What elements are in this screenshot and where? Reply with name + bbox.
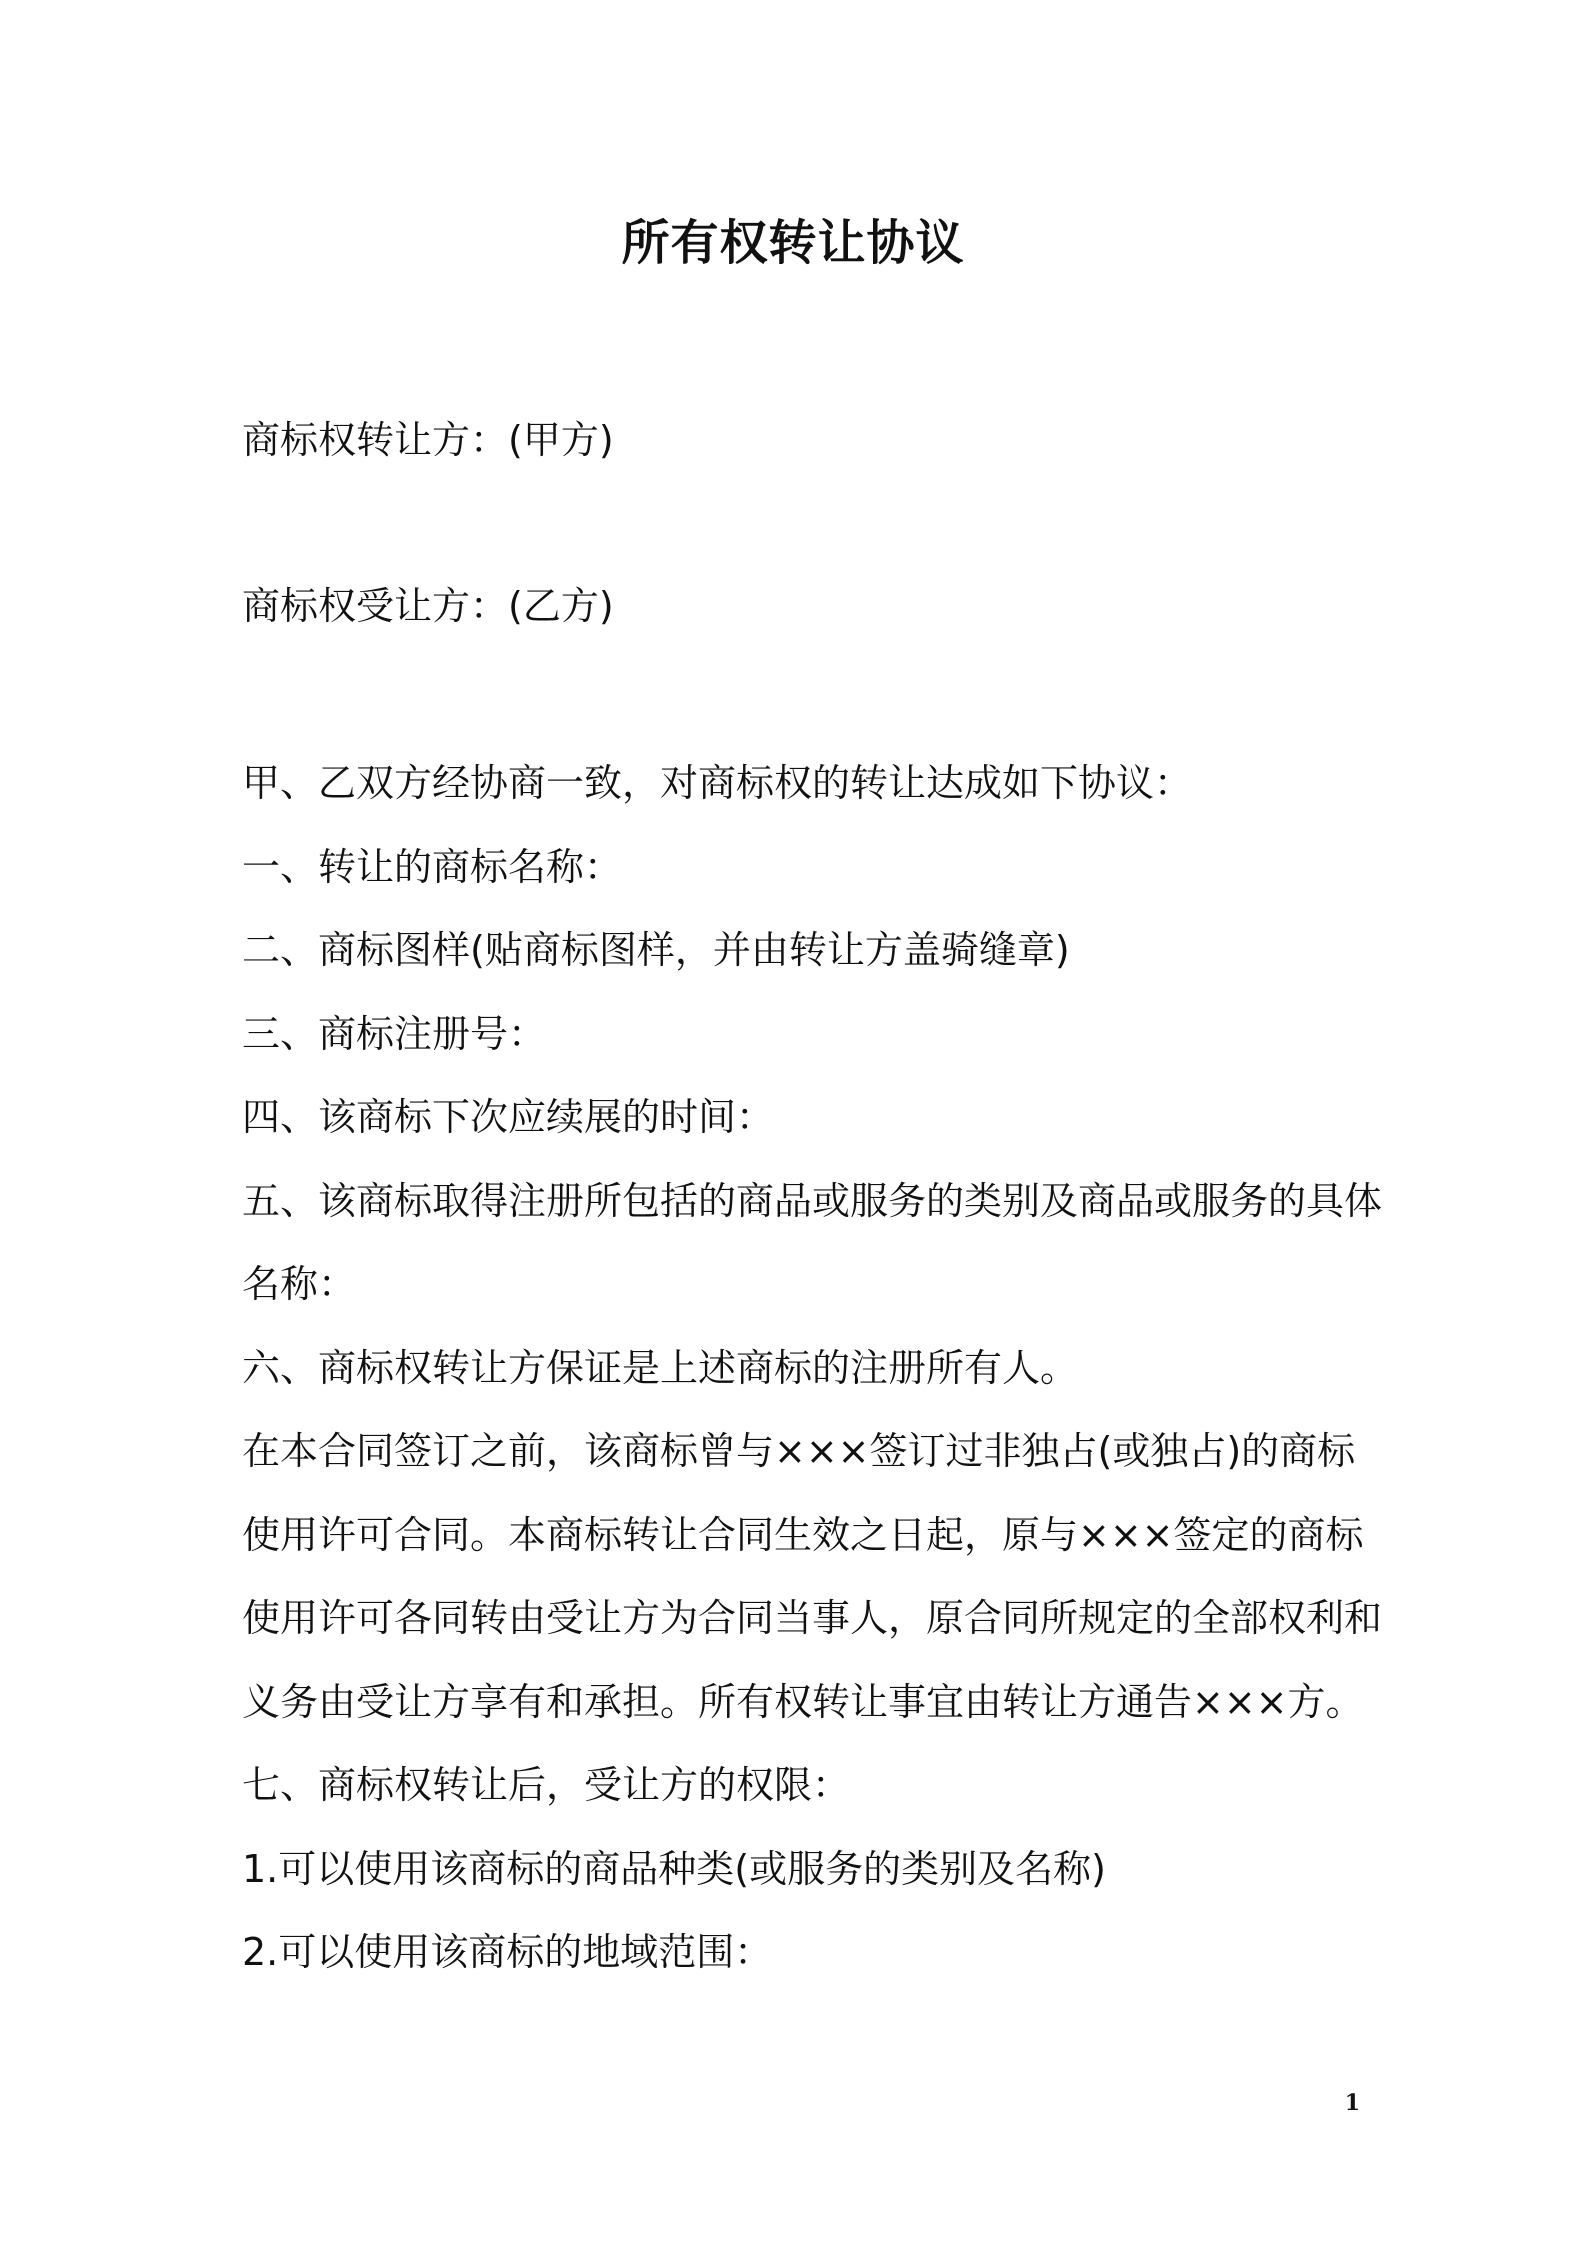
page-number: 1	[1344, 2090, 1360, 2116]
clause-4-renewal-time: 四、该商标下次应续展的时间：	[242, 1095, 775, 1139]
clause-6-text-line-3: 使用许可各同转由受让方为合同当事人，原合同所规定的全部权利和	[242, 1596, 1383, 1640]
agreement-intro: 甲、乙双方经协商一致，对商标权的转让达成如下协议：	[242, 761, 1193, 805]
clause-7-item-1: 1.可以使用该商标的商品种类(或服务的类别及名称)	[242, 1846, 1106, 1891]
clause-5-goods-services: 五、该商标取得注册所包括的商品或服务的类别及商品或服务的具体	[242, 1178, 1383, 1223]
party-a-line: 商标权转让方：(甲方)	[242, 418, 614, 462]
agreement-body	[242, 742, 1383, 1995]
document-title: 所有权转让协议	[621, 215, 965, 271]
clause-6-ownership-guarantee: 六、商标权转让方保证是上述商标的注册所有人。	[242, 1345, 1079, 1390]
clause-5-continued: 名称：	[242, 1262, 357, 1306]
clause-1-trademark-name: 一、转让的商标名称：	[242, 844, 623, 889]
clause-6-text-line-2: 使用许可合同。本商标转让合同生效之日起，原与×××签定的商标	[242, 1512, 1364, 1557]
clause-3-registration-number: 三、商标注册号：	[242, 1011, 547, 1056]
clause-2-trademark-design: 二、商标图样(贴商标图样，并由转让方盖骑缝章)	[242, 928, 1070, 972]
party-b-line: 商标权受让方：(乙方)	[242, 584, 614, 628]
clause-6-text-line-4: 义务由受让方享有和承担。所有权转让事宜由转让方通告×××方。	[242, 1679, 1364, 1724]
clause-7-item-2: 2.可以使用该商标的地域范围：	[242, 1930, 773, 1974]
clause-6-text-line-1: 在本合同签订之前，该商标曾与×××签订过非独占(或独占)的商标	[242, 1429, 1356, 1473]
clause-7-transferee-rights: 七、商标权转让后，受让方的权限：	[242, 1763, 851, 1807]
